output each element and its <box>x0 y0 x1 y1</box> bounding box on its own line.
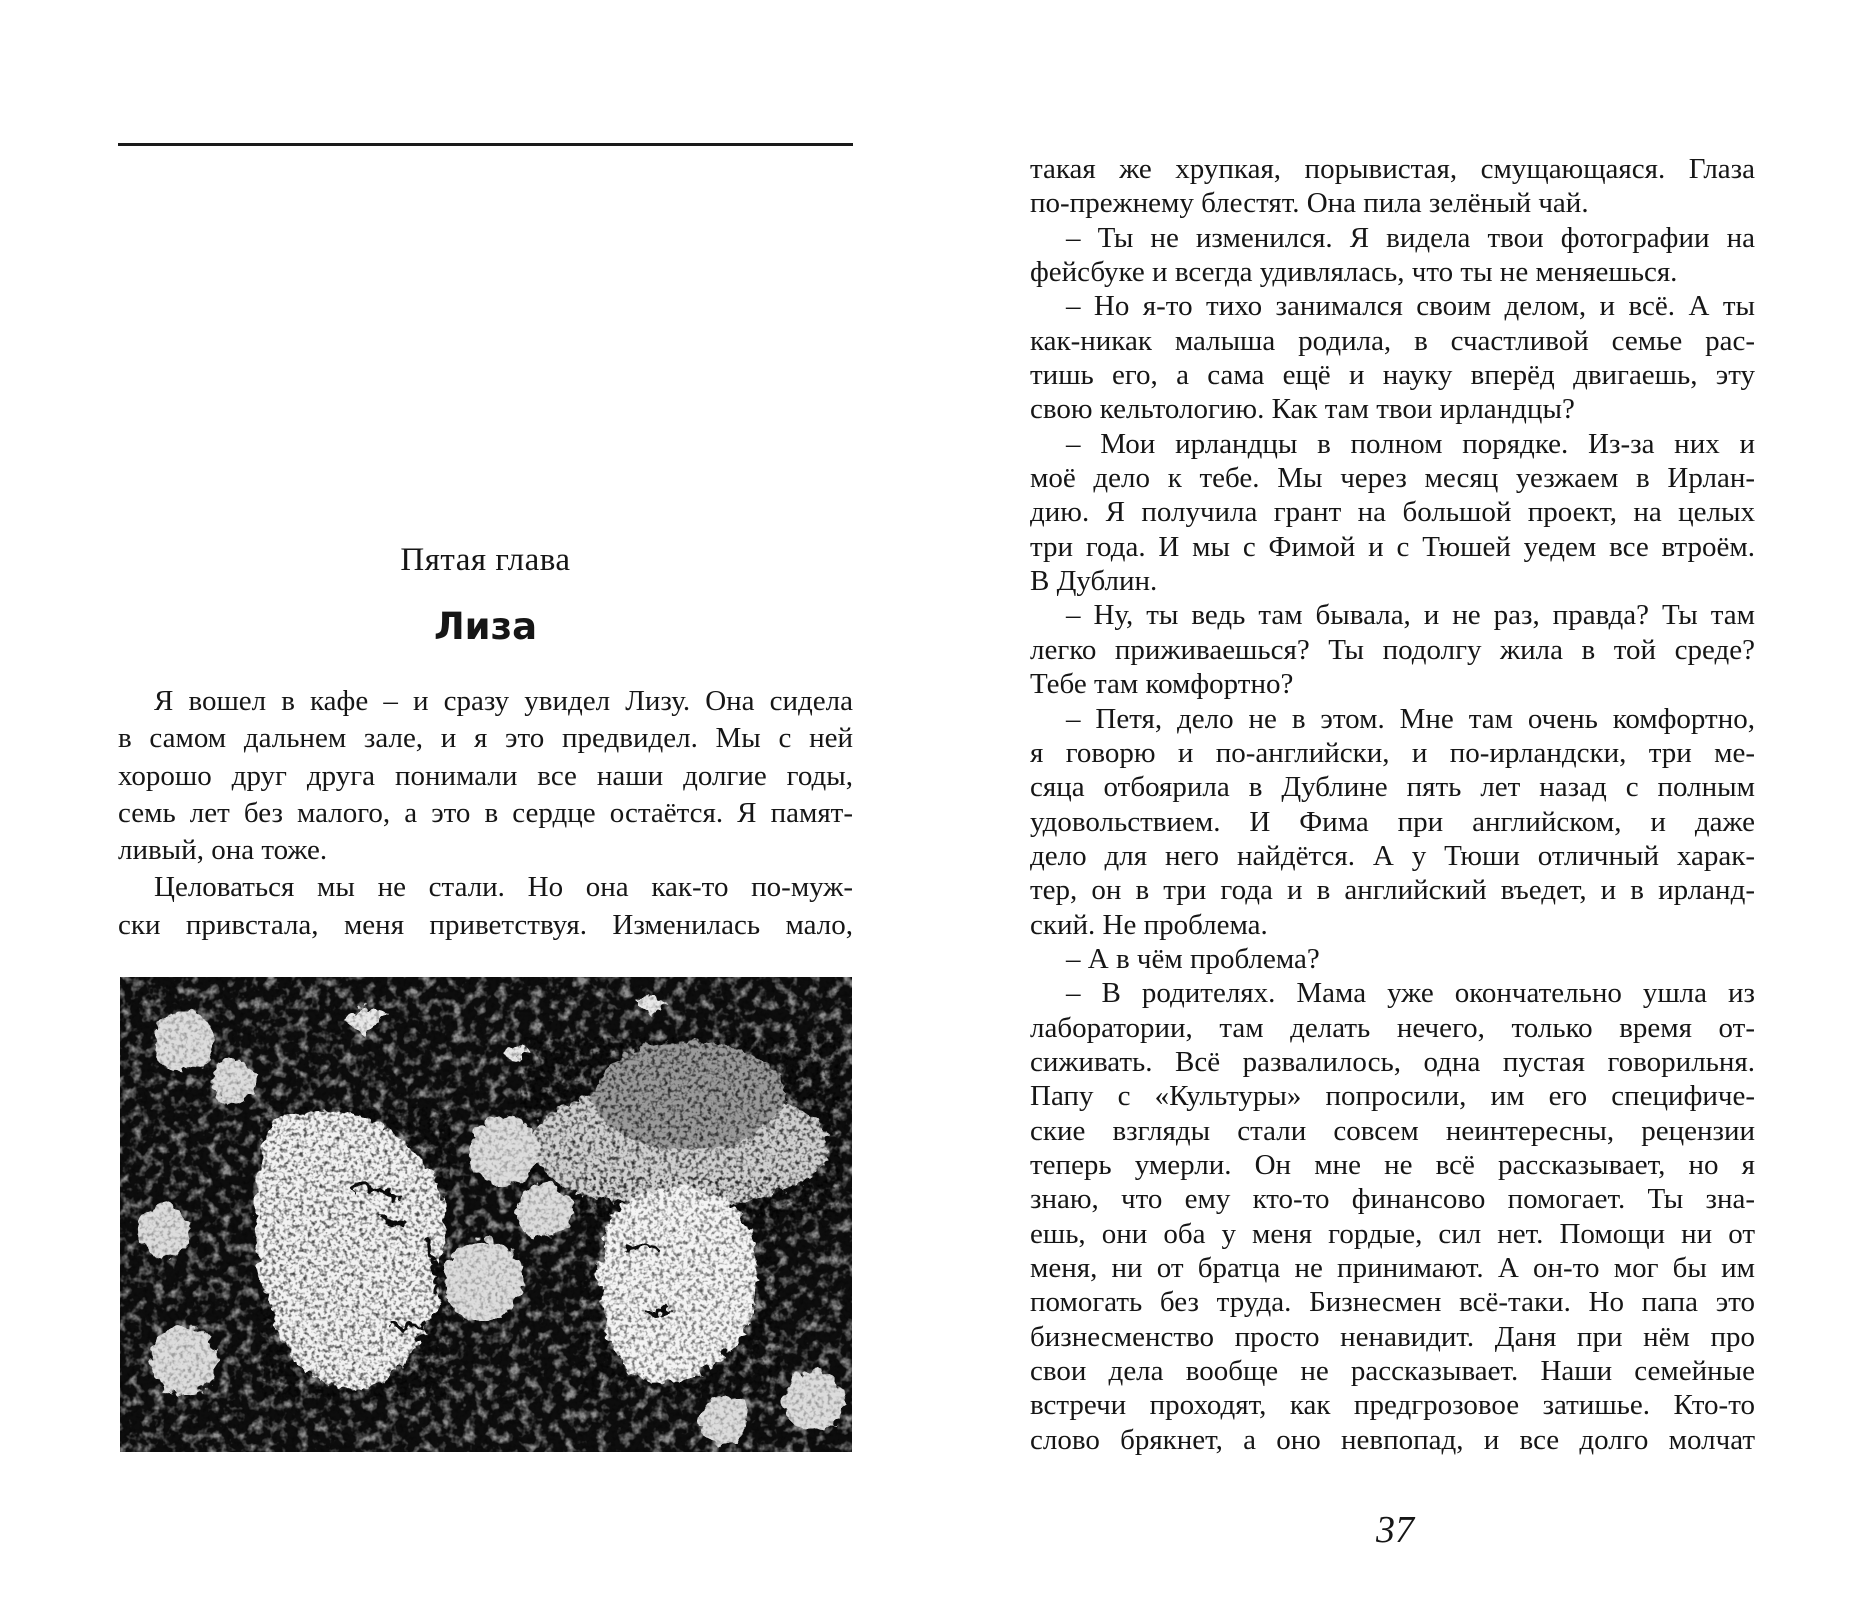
illustration-ink-drawing <box>120 977 852 1452</box>
text-line: Я вошел в кафе – и сразу увидел Лизу. Она сидела <box>154 685 853 717</box>
header-rule <box>118 143 853 146</box>
text-line: – А в чём проблема? <box>1066 942 1320 975</box>
chapter-title: Лиза <box>433 605 538 648</box>
text-line: – Ты не изменился. Я видела твои фотографии на <box>1066 221 1755 254</box>
page-number: 37 <box>1376 1509 1414 1551</box>
text-line: Тебе там комфортно? <box>1030 668 1294 701</box>
text-line: такая же хрупкая, порывистая, смущающаяся. Глаза <box>1030 153 1755 185</box>
text-line: фейсбуке и всегда удивлялась, что ты не меняешься. <box>1030 256 1678 289</box>
chapter-kicker: Пятая глава <box>400 542 571 578</box>
text-line: помогать без труда. Бизнесмен всё-таки. Но папа это <box>1030 1286 1755 1319</box>
text-line: лаборатории, там делать нечего, только время от- <box>1030 1011 1755 1044</box>
text-line: семь лет без малого, а это в сердце остаётся. Я памят- <box>118 796 853 829</box>
text-line: три года. И мы с Фимой и с Тюшей уедем все втроём. <box>1030 530 1755 563</box>
text-line: меня, ни от братца не принимают. А он-то мог бы им <box>1030 1252 1755 1284</box>
text-line: – В родителях. Мама уже окончательно ушла из <box>1066 977 1755 1010</box>
text-line: В Дублин. <box>1030 565 1158 598</box>
text-line: слово брякнет, а оно невпопад, и все долго молчат <box>1030 1423 1755 1456</box>
text-line: Папу с «Культуры» попросили, им его специфиче- <box>1030 1080 1755 1113</box>
text-line: сиживать. Всё развалилось, одна пустая говорильня. <box>1030 1045 1755 1078</box>
text-line: бизнесменство просто ненавидит. Даня при нём про <box>1030 1320 1755 1353</box>
left-body-text <box>118 683 853 944</box>
text-line: – Но я-то тихо занимался своим делом, и всё. А ты <box>1066 290 1755 323</box>
text-line: свою кельтологию. Как там твои ирландцы? <box>1030 393 1575 426</box>
text-line: ский. Не проблема. <box>1030 908 1268 941</box>
text-line: свои дела вообще не рассказывает. Наши семейные <box>1030 1355 1755 1388</box>
text-line: удовольствием. И Фима при английском, и даже <box>1030 805 1755 838</box>
text-line: как-никак малыша родила, в счастливой семье рас- <box>1030 324 1755 357</box>
text-line: в самом дальнем зале, и я это предвидел. Мы с ней <box>118 722 853 755</box>
text-line: моё дело к тебе. Мы через месяц уезжаем в Ирлан- <box>1030 462 1755 495</box>
text-line: Целоваться мы не стали. Но она как-то по-муж- <box>154 871 853 904</box>
text-line: ски привстала, меня приветствуя. Изменилась мало, <box>118 908 853 941</box>
text-line: ешь, они оба у меня гордые, сил нет. Помощи ни от <box>1030 1217 1755 1250</box>
text-line: – Петя, дело не в этом. Мне там очень комфортно, <box>1066 702 1755 735</box>
text-line: дию. Я получила грант на большой проект, на целых <box>1030 496 1755 529</box>
text-line: ливый, она тоже. <box>118 834 328 867</box>
text-line: сяца отбоярила в Дублине пять лет назад с полным <box>1030 771 1755 804</box>
text-line: легко приживаешься? Ты подолгу жила в той среде? <box>1030 633 1755 666</box>
text-line: тишь его, а сама ещё и науку вперёд двигаешь, эту <box>1030 359 1755 392</box>
text-line: тер, он в три года и в английский въедет, и в ирланд- <box>1030 874 1755 907</box>
text-line: дело для него найдётся. А у Тюши отличный харак- <box>1030 839 1755 872</box>
text-line: знаю, что ему кто-то финансово помогает. Ты зна- <box>1030 1183 1755 1216</box>
text-line: по-прежнему блестят. Она пила зелёный чай. <box>1030 187 1589 220</box>
text-line: встречи проходят, как предгрозовое затишье. Кто-то <box>1030 1389 1755 1422</box>
text-line: теперь умерли. Он мне не всё рассказывает, но я <box>1030 1148 1755 1181</box>
text-line: хорошо друг друга понимали все наши долгие годы, <box>118 759 853 792</box>
text-line: ские взгляды стали совсем неинтересны, рецензии <box>1030 1114 1755 1147</box>
text-line: – Ну, ты ведь там бывала, и не раз, правда? Ты там <box>1066 599 1755 632</box>
text-line: я говорю и по-английски, и по-ирландски, три ме- <box>1030 736 1755 769</box>
text-line: – Мои ирландцы в полном порядке. Из-за них и <box>1066 427 1755 460</box>
right-body-text <box>1030 152 1755 1457</box>
